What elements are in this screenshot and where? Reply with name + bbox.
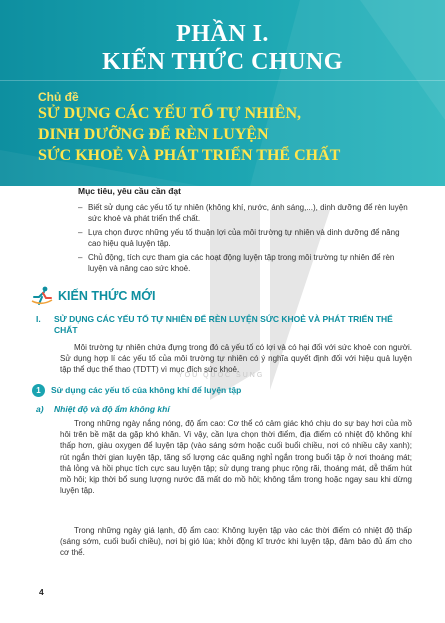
topic-label: Chủ đề bbox=[38, 90, 79, 104]
topic-title bbox=[38, 103, 428, 166]
subsection-number-badge: 1 bbox=[32, 384, 45, 397]
section-title: KIẾN THỨC MỚI bbox=[58, 289, 156, 303]
runner-icon bbox=[30, 286, 54, 306]
goal-item: – Lựa chọn được những yếu tố thuận lợi của môi trường tự nhiên và dinh dưỡng để nâng cao hiệu quả luyện tập. bbox=[78, 227, 408, 249]
topic-line: SỬ DỤNG CÁC YẾU TỐ TỰ NHIÊN, bbox=[38, 105, 301, 122]
section-heading bbox=[30, 286, 155, 306]
subsection-1-title: Sử dụng các yếu tố của không khí để luyện tập bbox=[51, 385, 242, 395]
subsection-a-letter: a) bbox=[36, 404, 44, 414]
goals-heading: Mục tiêu, yêu cầu cần đạt bbox=[78, 186, 181, 196]
page-number: 4 bbox=[39, 587, 44, 597]
watermark-text: YOU QUÓC SUNG bbox=[178, 372, 265, 379]
topic-line: SỨC KHOẺ VÀ PHÁT TRIỂN THỂ CHẤT bbox=[38, 147, 341, 164]
chapter-banner bbox=[0, 0, 445, 186]
subsection-a bbox=[36, 404, 170, 414]
hot-weather-paragraph: Trong những ngày nắng nóng, độ ẩm cao: Cơ thể có cảm giác khó chịu do sự bay hơi của mồ hôi trên bề mặt da gặp khó khăn. Vì vậy, cần lựa chọn thời điểm, địa điểm có nhiệt độ không khí thấp hơn, giàu oxygen để luyện tập (vào sáng sớm hoặc cuối buổi chiều, nơi có nhiều cây xanh); rút ngắn thời gian luyện tập, tăng số lượng các quãng nghỉ ngắn trong buổi tập ở nơi thoáng mát; thả lỏng và hồi phục tích cực sau luyện tập; sử dụng trang phục rộng rãi, thoáng mát, dễ thấm hút mồ hôi; kịp thời bổ sung lượng nước đã mất do mồ hôi; không tắm trong hoặc ngay sau khi dừng luyện tập. bbox=[60, 419, 412, 496]
goal-item: – Chủ động, tích cực tham gia các hoạt động luyện tập trong môi trường tự nhiên để rèn luyện và nâng cao sức khoẻ. bbox=[78, 252, 408, 274]
intro-paragraph: Môi trường tự nhiên chứa đựng trong đó cả yếu tố có lợi và có hại đối với sức khoẻ con người. Sử dụng hợp lí các yếu tố của môi trường tự nhiên có ý nghĩa quyết định đối với hiệu quả luyện tập thể dục thể thao (TDTT) vì mục đích sức khoẻ. bbox=[60, 343, 412, 375]
goals-box bbox=[78, 186, 408, 277]
subsection-i-number: I. bbox=[36, 314, 41, 324]
cold-weather-paragraph: Trong những ngày giá lạnh, độ ẩm cao: Không luyện tập vào các thời điểm có nhiệt độ thấp (sáng sớm, cuối buổi chiều), nơi bị gió lùa; khởi động kĩ trước khi luyện tập, đảm bảo đủ ấm cho cơ thể. bbox=[60, 526, 412, 558]
subsection-i-title: SỬ DỤNG CÁC YẾU TỐ TỰ NHIÊN ĐỂ RÈN LUYỆN SỨC KHOẺ VÀ PHÁT TRIỂN THỂ CHẤT bbox=[54, 314, 393, 335]
subsection-1 bbox=[32, 383, 241, 397]
part-title bbox=[0, 20, 445, 76]
topic-line: DINH DƯỠNG ĐỂ RÈN LUYỆN bbox=[38, 126, 269, 143]
subsection-i bbox=[36, 314, 416, 336]
part-line2: KIẾN THỨC CHUNG bbox=[102, 49, 343, 75]
subsection-a-title: Nhiệt độ và độ ẩm không khí bbox=[54, 404, 170, 414]
goal-item: – Biết sử dụng các yếu tố tự nhiên (không khí, nước, ánh sáng,...), dinh dưỡng để rèn luyện sức khoẻ và phát triển thể chất. bbox=[78, 202, 408, 224]
part-line1: PHẦN I. bbox=[176, 21, 269, 47]
